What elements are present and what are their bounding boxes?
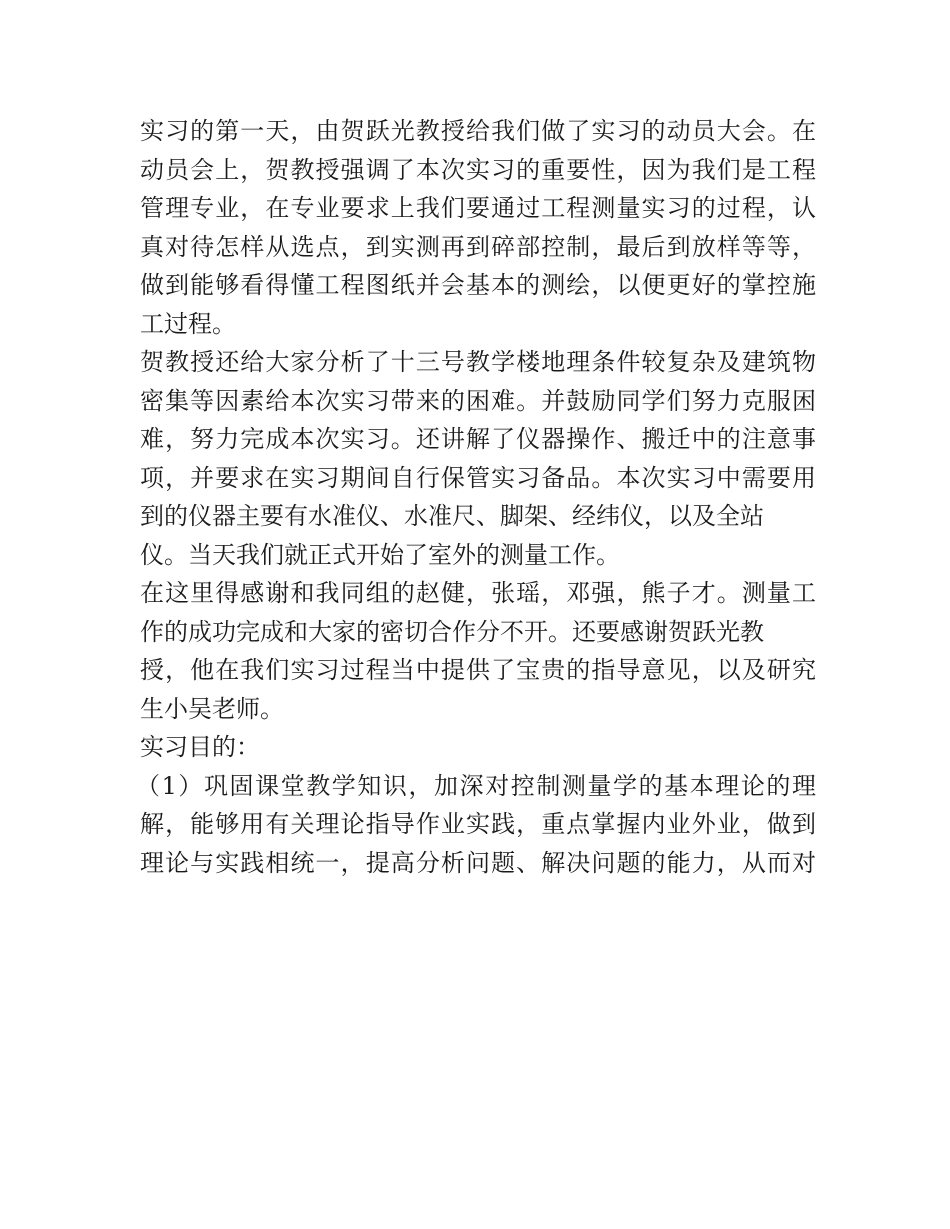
text-line: 项，并要求在实习期间自行保管实习备品。本次实习中需要用	[140, 463, 816, 492]
text-line: 管理专业，在专业要求上我们要通过工程测量实习的过程，认	[140, 194, 816, 222]
text-line: 在这里得感谢和我同组的赵健，张瑶，邓强，熊子才。测量工	[140, 579, 816, 607]
text-line: 动员会上，贺教授强调了本次实习的重要性，因为我们是工程	[140, 155, 816, 184]
text-line: 难，努力完成本次实习。还讲解了仪器操作、搬迁中的注意事	[140, 425, 816, 453]
text-line: 密集等因素给本次实习带来的困难。并鼓励同学们努力克服困	[140, 386, 816, 415]
text-line: 仪。当天我们就正式开始了室外的测量工作。	[140, 540, 620, 569]
text-line: 解，能够用有关理论指导作业实践，重点掌握内业外业，做到	[140, 810, 816, 838]
text-line: 作的成功完成和大家的密切合作分不开。还要感谢贺跃光教	[140, 617, 764, 646]
text-line: 工过程。	[140, 309, 236, 338]
text-line: 生小吴老师。	[140, 694, 284, 723]
section-heading: 实习目的：	[140, 733, 260, 761]
text-line: 实习的第一天，由贺跃光教授给我们做了实习的动员大会。在	[140, 117, 816, 145]
text-line: 做到能够看得懂工程图纸并会基本的测绘，以便更好的掌控施	[140, 271, 816, 299]
text-line: 授，他在我们实习过程当中提供了宝贵的指导意见，以及研究	[140, 656, 816, 684]
text-line: 贺教授还给大家分析了十三号教学楼地理条件较复杂及建筑物	[140, 348, 816, 376]
text-line: 理论与实践相统一，提高分析问题、解决问题的能力，从而对	[140, 848, 816, 877]
text-line: 真对待怎样从选点，到实测再到碎部控制，最后到放样等等，	[140, 232, 816, 261]
list-item: （1）巩固课堂教学知识，加深对控制测量学的基本理论的理	[136, 771, 816, 800]
text-line: 到的仪器主要有水准仪、水准尺、脚架、经纬仪，以及全站	[140, 502, 764, 530]
document-body	[136, 112, 816, 882]
